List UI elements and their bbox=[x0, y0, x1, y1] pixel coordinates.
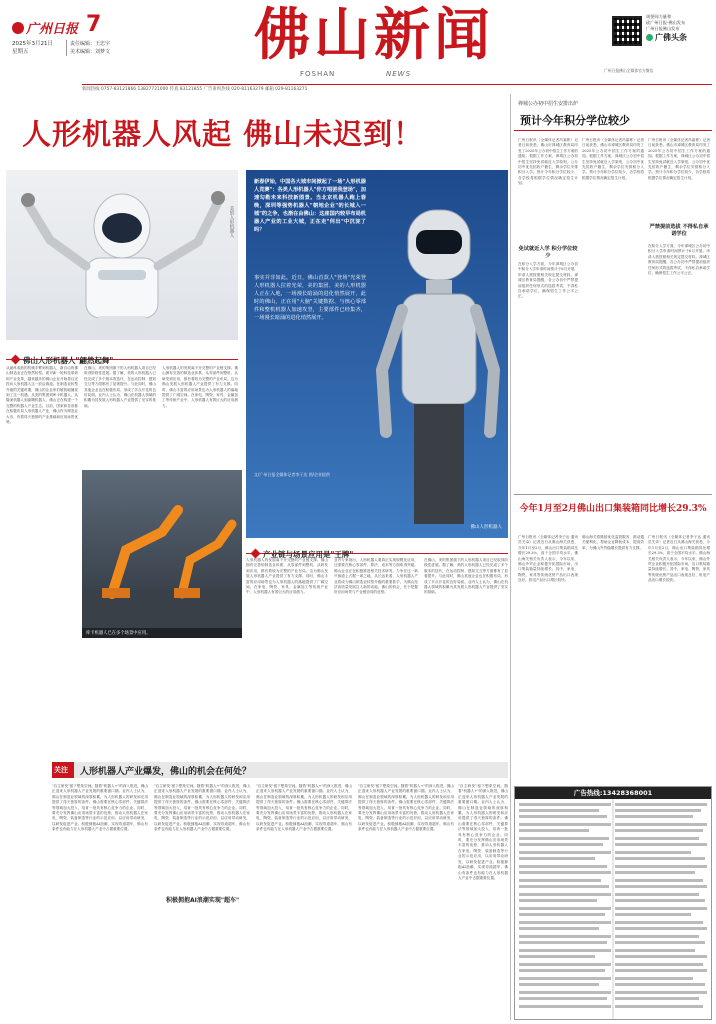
logo-icon bbox=[12, 22, 24, 34]
intro-text: 新春伊始，中国各大城市间掀起了一场"人形机器人竞赛"：各类人形机器人"你方唱罢我登场"，加速勾勒未来科技新图景。当北京机器人跑上春晚，深圳等强势机器人"朝地企业"的长城入一城"的之争，也渐在由佛山：这座国内较早布局机器人产业的工业大城，正在走"何出"中沉淀了吗？ bbox=[254, 179, 366, 233]
editor-credits bbox=[70, 40, 110, 56]
section-heading-text: 产业链与场景应用是"王牌" bbox=[263, 550, 354, 559]
section-title: 佛山新闻 bbox=[254, 2, 494, 68]
divider bbox=[66, 40, 67, 56]
focus-title-bar bbox=[52, 762, 508, 778]
industrial-robot-illustration bbox=[82, 470, 242, 638]
section-heading-1 bbox=[6, 348, 238, 365]
focus-section bbox=[0, 756, 508, 1024]
body-column: "自主研发"留下想象空间。随着"机器人+"的深入推进，佛山正迎来人形机器人产业发展的重要窗口期。业内人士认为，佛山在制造业领域的深厚积累，为人形机器人的研发和应用提供了得天独厚的条件。佛山需要在核心零部件、关键算法等领域加大投入，培育一批具有核心竞争力的企业。同时，要充分发挥佛山应用场景丰富的优势，推动人形机器人在家电、陶瓷、装备制造等行业的示范应用，以应用带动研发，以研发促进产业。积极拥抱AI浪潮，实现弯道超车，佛山有条件也有能力在人形机器人产业中占据重要位置。 bbox=[52, 784, 148, 832]
body-column: 业内专家指出，人形机器人要真正实现规模化应用，还需要在核心零部件、算法、成本等方面取得突破。佛山企业正在积极推进相关技术研发，力争在这一新兴赛道上占据一席之地。从长远来看，人形机器人产业将成为佛山制造业转型升级的重要抓手，为佛山经济高质量发展注入新的动能。佛山的机会，在于把握好应用场景与产业链协同的优势。 bbox=[334, 558, 418, 595]
focus-label: 关注 bbox=[54, 766, 68, 774]
photo-caption: 佛山人形机器人 bbox=[470, 525, 502, 530]
right-article-education bbox=[514, 94, 712, 490]
body-column: 从最疼成熟的机械手臂到机器人，新自由的佛山制造业正在悄然转型。面对新一轮科技革命和产业变革，越来越多的佛山企业开始将目光投向人形机器人这一前沿赛道。在制造业转型升级的关键时期，佛山的企业家们敏锐地捕捉到了这一机遇。从美的集团到库卡机器人，从隆深机器人到嘉腾机器人，佛山正在构建一个完整的机器人产业生态。目前，国家和各省都在积极布局人形机器人产业，佛山作为制造业大市，有着得天独厚的产业基础和应用场景优势。 bbox=[6, 366, 78, 425]
focus-subhead: 积极拥抱AI浪潮实现"超车" bbox=[164, 894, 241, 905]
bullet-icon bbox=[251, 549, 261, 559]
article-kicker: 禅城公办初中招生安排出炉 bbox=[518, 101, 579, 107]
section-subtitle-right: NEWS bbox=[386, 70, 412, 78]
body-column: "自主研发"留下想象空间。随着"机器人+"的深入推进，佛山正迎来人形机器人产业发展的重要窗口期。业内人士认为，佛山在制造业领域的深厚积累，为人形机器人的研发和应用提供了得天独厚的条件。佛山需要在核心零部件、关键算法等领域加大投入，培育一批具有核心竞争力的企业。同时，要充分发挥佛山应用场景丰富的优势，推动人形机器人在家电、陶瓷、装备制造等行业的示范应用，以应用带动研发，以研发促进产业。积极拥抱AI浪潮，实现弯道超车，佛山有条件也有能力在人形机器人产业中占据重要位置。 bbox=[458, 784, 508, 880]
bullet-icon bbox=[11, 355, 21, 365]
designer-text: 美术编辑：刘梦文 bbox=[70, 49, 111, 55]
robot-illustration bbox=[6, 170, 238, 340]
section-heading-text: 佛山人形机器人"翩然起舞" bbox=[23, 356, 114, 365]
column-divider bbox=[510, 94, 511, 1020]
lead-headline: 人形机器人风起 佛山未迟到！ bbox=[22, 117, 424, 151]
intro-box bbox=[246, 170, 508, 538]
body-column: 在佛山，美的集团旗下的人形机器人项目已经取得阶段性进展。据了解，美的人形机器人已经完成了多个版本的迭代，在运动控制、感知交互等方面都有了显著提升。与此同时，佛山其他企业也在积极布局，形成了多点开花的良好局面。业内人士认为，佛山在机器人领域的积累为其发展人形机器人产业提供了坚实的基础。 bbox=[84, 366, 156, 408]
body-column: 广州日报讯（全媒体记者李子达 通讯员关卓）记者近日从佛山海关获悉，今年1月至2月，佛山出口集装箱同比增长29.3%，高于全国平均水平。佛山海关相关负责人表示，今年以来，佛山外贸企业积极开拓国际市场，出口集装箱量持续增长。其中，家电、陶瓷、家具等传统优势产品出口表现良好，机电产品出口增长较快。 bbox=[518, 535, 578, 583]
date-text: 2025年3月21日 bbox=[12, 41, 53, 47]
right-article-trade bbox=[514, 494, 712, 784]
header-line bbox=[514, 130, 712, 131]
body-column: 在积分入学方面，今年禅城区公办初中积分入学申请时间预计于6月开展，申请人需按照相关规定提交材料。禅城区教育局提醒，各公办初中严禁提前组织任何形式的选拔考试，不得私自承诺学位，确保招生工作公平公正。 bbox=[648, 244, 710, 276]
body-column: 人形机器人的发展离不开完整的产业链支撑。佛山拥有完善的制造业体系，从零部件到整机，从研发到应用，都有着较为完整的产业布局。这为佛山发展人形机器人产业提供了有力支撑。同时，佛山丰富的应用场景也为人形机器人的落地提供了广阔空间。在家电、陶瓷、家具、金属加工等传统产业中，人形机器人有着巨大的应用潜力。 bbox=[162, 366, 238, 408]
qr-caption-line: 广州日报佛山发布 bbox=[646, 26, 680, 31]
body-column: 在积分入学方面，今年禅城区公办初中积分入学申请时间预计于6月开展，申请人需按照相关规定提交材料。禅城区教育局提醒，各公办初中严禁提前组织任何形式的选拔考试，不得私自承诺学位，确保招生工作公平公正。 bbox=[518, 262, 578, 299]
ad-listing-grid bbox=[515, 799, 711, 1019]
robot-photo bbox=[6, 170, 238, 340]
body-column: 广州日报讯（全媒体记者李子达 通讯员关卓）记者近日从佛山海关获悉，今年1月至2月，佛山出口集装箱同比增长29.3%，高于全国平均水平。佛山海关相关负责人表示，今年以来，佛山外贸企业积极开拓国际市场，出口集装箱量持续增长。其中，家电、陶瓷、家具等传统优势产品出口表现良好，机电产品出口增长较快。 bbox=[648, 535, 710, 583]
byline: 文/广州日报全媒体记者李子达 图/企业提供 bbox=[254, 472, 330, 477]
qr-caption-line: 周要闻力量和 bbox=[646, 14, 672, 19]
wechat-icon bbox=[646, 34, 653, 41]
focus-headline: 人形机器人产业爆发，佛山的机会在何处？ bbox=[80, 767, 252, 777]
section-heading-2 bbox=[246, 542, 508, 559]
issue-date bbox=[12, 40, 53, 56]
article-headline: 今年1月至2月佛山出口集装箱同比增长29.3% bbox=[519, 504, 707, 514]
qr-caption-line: 砍广州日报-佛山发布 bbox=[646, 20, 686, 25]
body-column: "自主研发"留下想象空间。随着"机器人+"的深入推进，佛山正迎来人形机器人产业发展的重要窗口期。业内人士认为，佛山在制造业领域的深厚积累，为人形机器人的研发和应用提供了得天独厚的条件。佛山需要在核心零部件、关键算法等领域加大投入，培育一批具有核心竞争力的企业。同时，要充分发挥佛山应用场景丰富的优势，推动人形机器人在家电、陶瓷、装备制造等行业的示范应用，以应用带动研发，以研发促进产业。积极拥抱AI浪潮，实现弯道超车，佛山有条件也有能力在人形机器人产业中占据重要位置。 bbox=[358, 784, 454, 832]
body-column: 在佛山，美的集团旗下的人形机器人项目已经取得阶段性进展。据了解，美的人形机器人已经完成了多个版本的迭代，在运动控制、感知交互等方面都有了显著提升。与此同时，佛山其他企业也在积极布局，形成了多点开花的良好局面。业内人士认为，佛山在机器人领域的积累为其发展人形机器人产业提供了坚实的基础。 bbox=[424, 558, 508, 595]
qr-code-icon[interactable] bbox=[612, 16, 642, 46]
contact-bar: 新闻热线 0757-83121866 13827721000 传真 83121855 广告垂询热线 020-81163279 邮箱 029-81163271 bbox=[82, 84, 712, 92]
humanoid-illustration bbox=[368, 170, 508, 530]
article-headline: 预计今年积分学位较少 bbox=[520, 114, 630, 127]
photo-caption: 美的人形机器人 bbox=[229, 206, 234, 238]
qr-brand-text: 广佛头条 bbox=[655, 33, 687, 42]
factory-photo bbox=[82, 470, 242, 638]
ad-hotline: 广告热线:13428368001 bbox=[515, 787, 711, 799]
weekday-text: 星期五 bbox=[12, 49, 29, 55]
subhead: 严禁提前选拔 不得私自承诺学位 bbox=[649, 224, 709, 237]
body-column: 广州日报讯（全媒体记者冯嘉彬）记者日前获悉，佛山市禅城区教育局印发了2025年公办初中招生工作方案的通知。根据工作方案，禅城区公办初中招生坚持免试就近入学原则，公办初中优先招收户籍生，剩余学位安排积分入学。预计今年积分学位较少，各学校将根据学位情况确定招生计划。 bbox=[648, 138, 710, 180]
body-column: 人形机器人的发展离不开完整的产业链支撑。佛山拥有完善的制造业体系，从零部件到整机，从研发到应用，都有着较为完整的产业布局。这为佛山发展人形机器人产业提供了有力支撑。同时，佛山丰富的应用场景也为人形机器人的落地提供了广阔空间。在家电、陶瓷、家具、金属加工等传统产业中，人形机器人有着巨大的应用潜力。 bbox=[246, 558, 328, 595]
qr-caption bbox=[646, 14, 708, 32]
classified-ad bbox=[514, 786, 712, 1020]
lead-story bbox=[0, 94, 508, 754]
masthead bbox=[0, 0, 716, 92]
editor-text: 责任编辑：王忠宇 bbox=[70, 41, 111, 47]
body-column: "自主研发"留下想象空间。随着"机器人+"的深入推进，佛山正迎来人形机器人产业发展的重要窗口期。业内人士认为，佛山在制造业领域的深厚积累，为人形机器人的研发和应用提供了得天独厚的条件。佛山需要在核心零部件、关键算法等领域加大投入，培育一批具有核心竞争力的企业。同时，要充分发挥佛山应用场景丰富的优势，推动人形机器人在家电、陶瓷、装备制造等行业的示范应用，以应用带动研发，以研发促进产业。积极拥抱AI浪潮，实现弯道超车，佛山有条件也有能力在人形机器人产业中占据重要位置。 bbox=[154, 784, 250, 832]
newspaper-logo bbox=[12, 18, 78, 37]
subhead: 免试就近入学 积分学位较少 bbox=[518, 246, 578, 259]
logo-text: 广州日报 bbox=[26, 22, 79, 37]
page-number: 7 bbox=[86, 12, 102, 37]
body-column: 佛山海关将继续优化监管服务，推动通关便利化，帮助企业降低成本、提高效率，为佛山外贸稳增长提供有力支撑。 bbox=[582, 535, 644, 550]
qr-brand bbox=[646, 32, 687, 43]
section-subtitle-left: FOSHAN bbox=[300, 70, 336, 78]
body-column: 广州日报讯（全媒体记者冯嘉彬）记者日前获悉，佛山市禅城区教育局印发了2025年公办初中招生工作方案的通知。根据工作方案，禅城区公办初中招生坚持免试就近入学原则，公办初中优先招收户籍生，剩余学位安排积分入学。预计今年积分学位较少，各学校将根据学位情况确定招生计划。 bbox=[518, 138, 578, 186]
photo-caption: 库卡机器人已在多个场景中应用。 bbox=[82, 628, 242, 638]
body-column: 广州日报讯（全媒体记者冯嘉彬）记者日前获悉，佛山市禅城区教育局印发了2025年公办初中招生工作方案的通知。根据工作方案，禅城区公办初中招生坚持免试就近入学原则，公办初中优先招收户籍生，剩余学位安排积分入学。预计今年积分学位较少，各学校将根据学位情况确定招生计划。 bbox=[582, 138, 644, 180]
intro-text-2: 事实并非如此。近日，佛山首款人"登场"光荣登人形机器人拉着光荣，美的集团、美的人形机器人正在入地，一场漫长暗涌的进化悄然展开，此时的佛山，正在用"大脑"关键数据、与核心零部件和整机机器人加速攻坚，主要部件已经集齐，一场漫长暗涌的进化悄然展开。 bbox=[254, 275, 366, 321]
body-column: "自主研发"留下想象空间。随着"机器人+"的深入推进，佛山正迎来人形机器人产业发展的重要窗口期。业内人士认为，佛山在制造业领域的深厚积累，为人形机器人的研发和应用提供了得天独厚的条件。佛山需要在核心零部件、关键算法等领域加大投入，培育一批具有核心竞争力的企业。同时，要充分发挥佛山应用场景丰富的优势，推动人形机器人在家电、陶瓷、装备制造等行业的示范应用，以应用带动研发，以研发促进产业。积极拥抱AI浪潮，实现弯道超车，佛山有条件也有能力在人形机器人产业中占据重要位置。 bbox=[256, 784, 352, 832]
qr-footnote: 广州日报佛山全媒体官方微信 bbox=[604, 68, 654, 73]
